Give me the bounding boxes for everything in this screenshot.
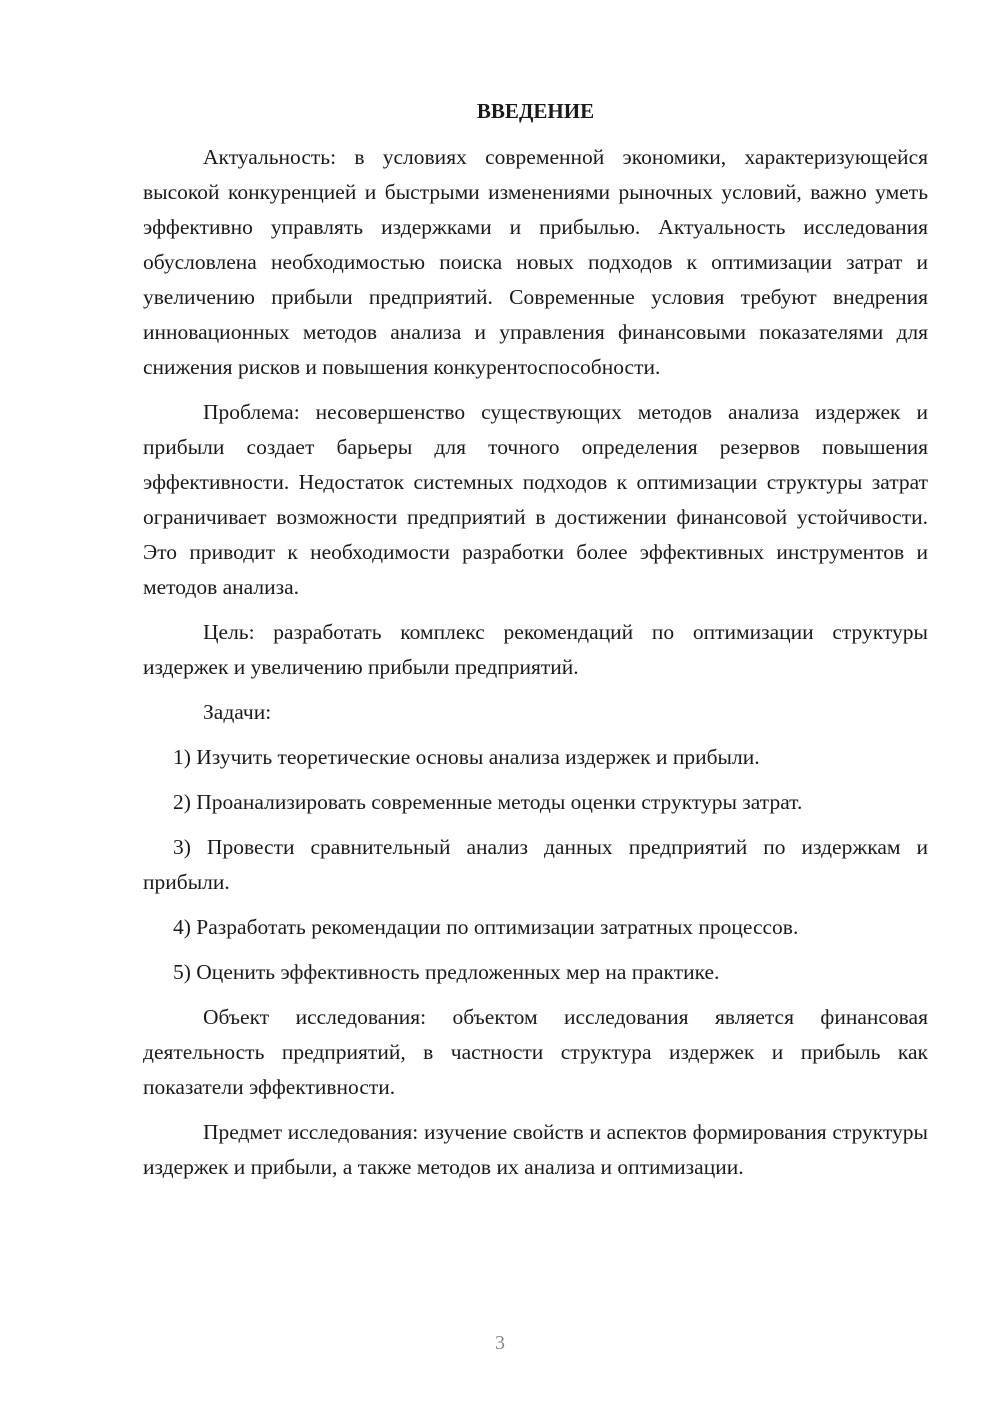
section-title: ВВЕДЕНИЕ xyxy=(476,99,595,123)
tasks-heading: Задачи: xyxy=(203,700,272,724)
page-number: 3 xyxy=(495,1332,505,1354)
task-item-3: 3) Провести сравнительный анализ данных предприятий по издержкам и прибыли. xyxy=(143,835,928,894)
task-item-2: 2) Проанализировать современные методы оценки структуры затрат. xyxy=(173,790,803,814)
paragraph-subject: Предмет исследования: изучение свойств и аспектов формирования структуры издержек и прибыли, а также методов их анализа и оптимизации. xyxy=(143,1120,928,1179)
paragraph-relevance: Актуальность: в условиях современной экономики, характеризующейся высокой конкуренцией и быстрыми изменениями рыночных условий, важно уметь эффективно управлять издержками и прибылью. Актуальность исследования обусловлена необходимостью поиска новых подходов к оптимизации затрат и увеличению прибыли предприятий. Современные условия требуют внедрения инновационных методов анализа и управления финансовыми показателями для снижения рисков и повышения конкурентоспособности. xyxy=(143,145,928,379)
document-page xyxy=(143,96,928,1195)
paragraph-goal: Цель: разработать комплекс рекомендаций по оптимизации структуры издержек и увеличению прибыли предприятий. xyxy=(143,620,928,679)
paragraph-object: Объект исследования: объектом исследования является финансовая деятельность предприятий, в частности структура издержек и прибыль как показатели эффективности. xyxy=(143,1005,928,1099)
task-item-5: 5) Оценить эффективность предложенных мер на практике. xyxy=(173,960,720,984)
task-item-4: 4) Разработать рекомендации по оптимизации затратных процессов. xyxy=(173,915,799,939)
paragraph-problem: Проблема: несовершенство существующих методов анализа издержек и прибыли создает барьеры для точного определения резервов повышения эффективности. Недостаток системных подходов к оптимизации структуры затрат ограничивает возможности предприятий в достижении финансовой устойчивости. Это приводит к необходимости разработки более эффективных инструментов и методов анализа. xyxy=(143,400,928,599)
task-item-1: 1) Изучить теоретические основы анализа издержек и прибыли. xyxy=(173,745,760,769)
